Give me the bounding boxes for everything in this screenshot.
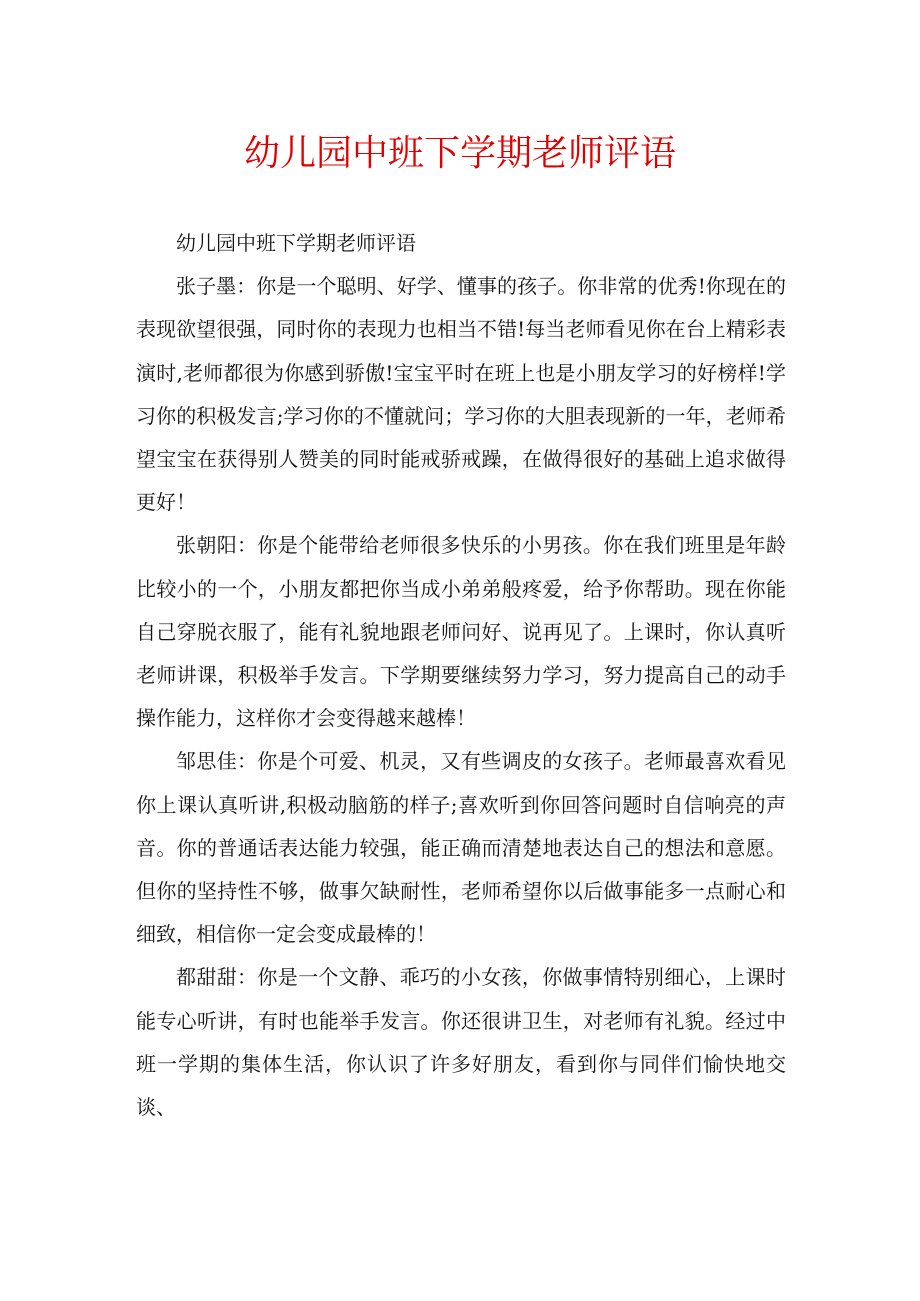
paragraph-zhang-zimo: 张子墨：你是一个聪明、好学、懂事的孩子。你非常的优秀!你现在的表现欲望很强，同时你的表现力也相当不错!每当老师看见你在台上精彩表演时,老师都很为你感到骄傲!宝宝平时在班上也是小朋友学习的好榜样!学习你的积极发言;学习你的不懂就问；学习你的大胆表现新的一年，老师希望宝宝在获得别人赞美的同时能戒骄戒躁，在做得很好的基础上追求做得更好！ [136,274,786,515]
paragraph-zou-sijia: 邹思佳：你是个可爱、机灵，又有些调皮的女孩子。老师最喜欢看见你上课认真听讲,积极动脑筋的样子;喜欢听到你回答问题时自信响亮的声音。你的普通话表达能力较强，能正确而清楚地表达自己的想法和意愿。但你的坚持性不够，做事欠缺耐性，老师希望你以后做事能多一点耐心和细致，相信你一定会变成最棒的！ [136,749,786,947]
paragraph-zhang-zhaoyang: 张朝阳：你是个能带给老师很多快乐的小男孩。你在我们班里是年龄比较小的一个，小朋友都把你当成小弟弟般疼爱，给予你帮助。现在你能自己穿脱衣服了，能有礼貌地跟老师问好、说再见了。上课时，你认真听老师讲课，积极举手发言。下学期要继续努力学习，努力提高自己的动手操作能力，这样你才会变得越来越棒！ [136,533,786,731]
document-body [136,222,786,1129]
paragraph-du-tiantian: 都甜甜：你是一个文静、乖巧的小女孩，你做事情特别细心，上课时能专心听讲，有时也能举手发言。你还很讲卫生，对老师有礼貌。经过中班一学期的集体生活，你认识了许多好朋友，看到你与同伴们愉快地交谈、 [136,965,786,1120]
document-title: 幼儿园中班下学期老师评语 [243,133,676,174]
paragraph-heading: 幼儿园中班下学期老师评语 [176,231,416,255]
